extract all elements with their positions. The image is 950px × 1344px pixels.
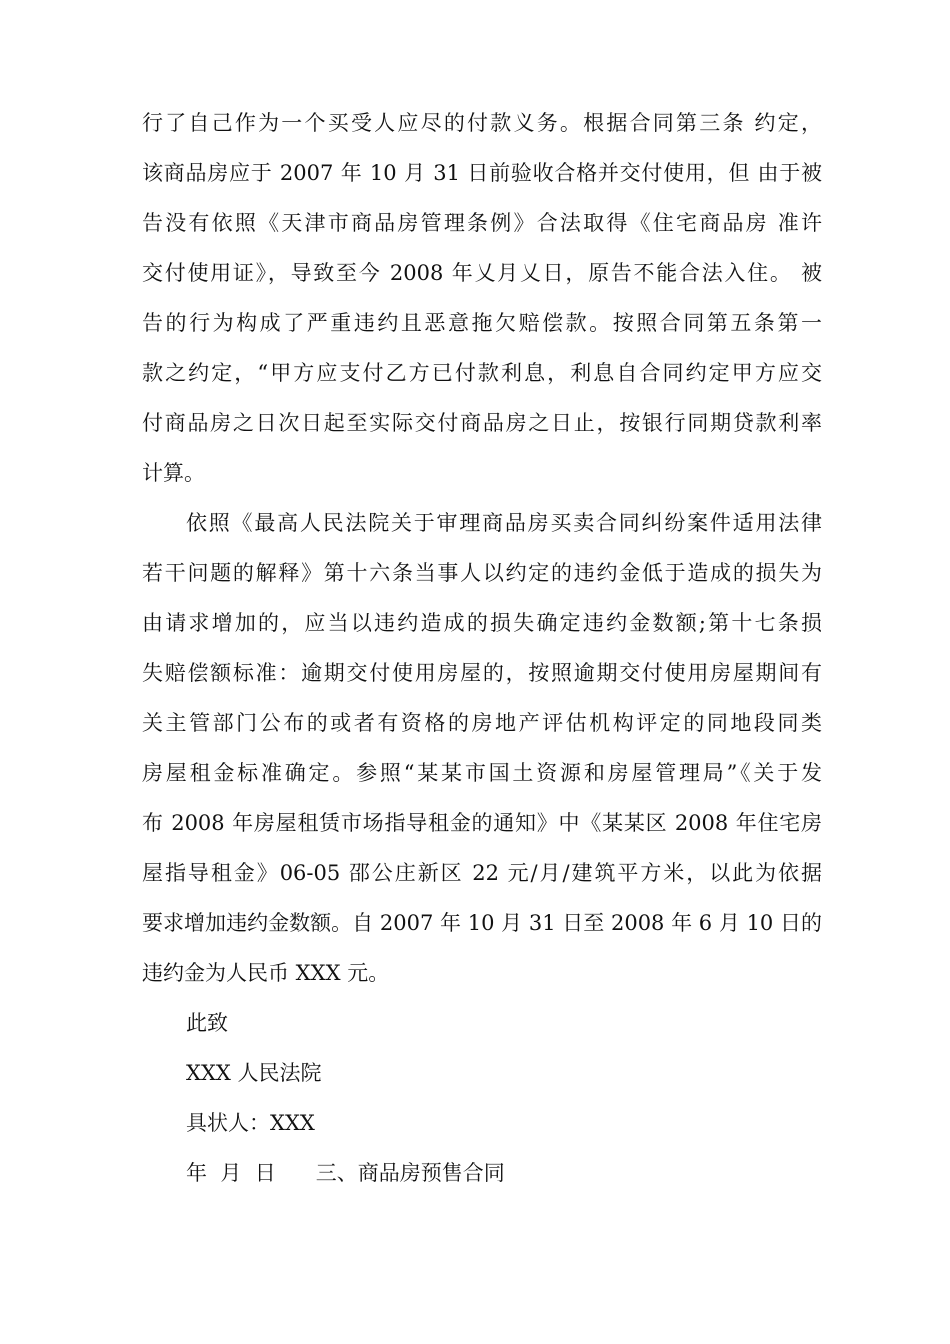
court-name: XXX 人民法院 [186,1061,322,1085]
paragraph-1-line-4: 交付使用证》，导致至今 2008 年乂月乂日，原告不能合法入住。 被 [142,261,822,285]
paragraph-2-line-10: 违约金为人民币 XXX 元。 [142,961,390,985]
date-and-next-section: 年 月 日 三、商品房预售合同 [186,1161,505,1185]
paragraph-2-line-6: 房屋租金标准确定。参照“某某市国土资源和房屋管理局”《关于发 [142,761,822,785]
paragraph-2-line-2: 若干问题的解释》第十六条当事人以约定的违约金低于造成的损失为 [142,561,822,585]
signer: 具状人：XXX [186,1111,315,1135]
paragraph-1-line-7: 付商品房之日次日起至实际交付商品房之日止，按银行同期贷款利率 [142,411,822,435]
paragraph-1-line-8: 计算。 [142,461,205,485]
paragraph-2-line-8: 屋指导租金》06-05 邵公庄新区 22 元/月/建筑平方米，以此为依据 [142,861,822,885]
paragraph-1-line-6: 款之约定，“甲方应支付乙方已付款利息，利息自合同约定甲方应交 [142,361,822,385]
paragraph-1-line-5: 告的行为构成了严重违约且恶意拖欠赔偿款。按照合同第五条第一 [142,311,822,335]
paragraph-2-line-5: 关主管部门公布的或者有资格的房地产评估机构评定的同地段同类 [142,711,822,735]
salutation: 此致 [186,1011,228,1035]
paragraph-1-line-3: 告没有依照《天津市商品房管理条例》合法取得《住宅商品房 准许 [142,211,822,235]
paragraph-1-line-1: 行了自己作为一个买受人应尽的付款义务。根据合同第三条 约定， [142,111,822,135]
paragraph-2-line-7: 布 2008 年房屋租赁市场指导租金的通知》中《某某区 2008 年住宅房 [142,811,822,835]
paragraph-1-line-2: 该商品房应于 2007 年 10 月 31 日前验收合格并交付使用，但 由于被 [142,161,822,185]
paragraph-2-line-4: 失赔偿额标准：逾期交付使用房屋的，按照逾期交付使用房屋期间有 [142,661,822,685]
paragraph-2-line-1: 依照《最高人民法院关于审理商品房买卖合同纠纷案件适用法律 [186,511,822,535]
paragraph-2-line-3: 由请求增加的，应当以违约造成的损失确定违约金数额;第十七条损 [142,611,822,635]
paragraph-2-line-9: 要求增加违约金数额。自 2007 年 10 月 31 日至 2008 年 6 月 10 日的 [142,911,822,935]
